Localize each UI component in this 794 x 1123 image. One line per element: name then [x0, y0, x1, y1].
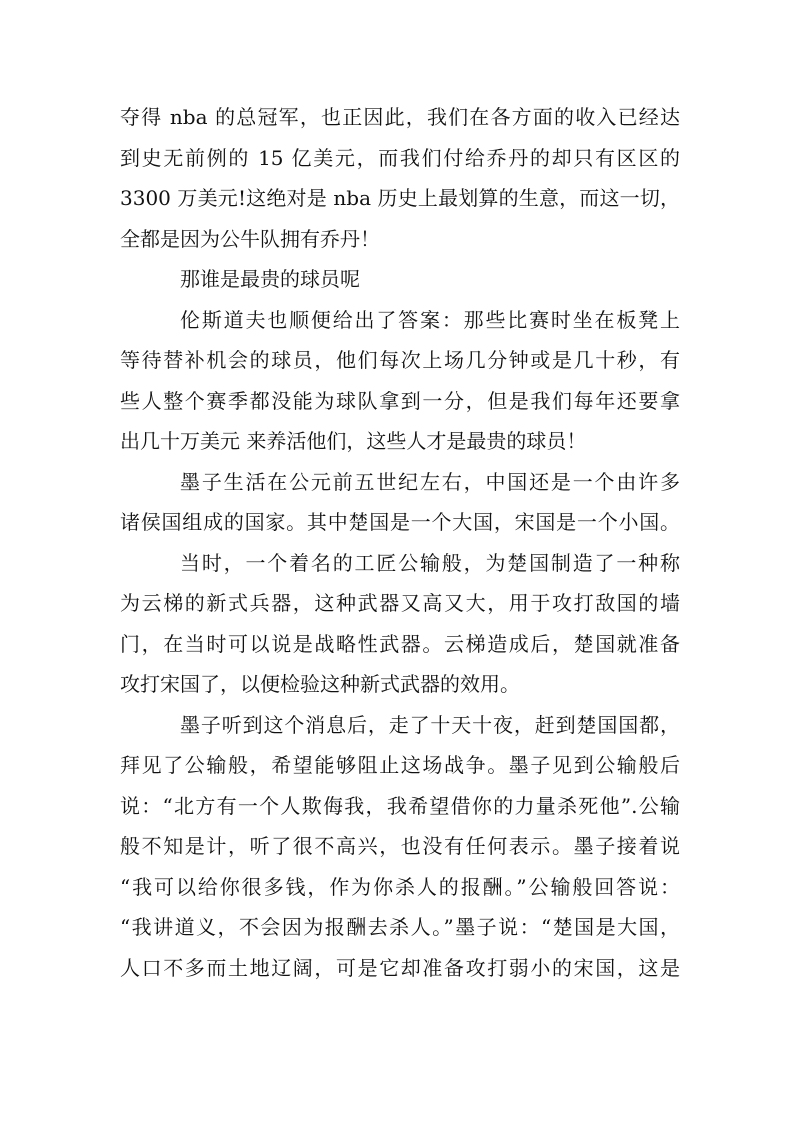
text-line: 拜见了公输般，希望能够阻止这场战争。墨子见到公输般后 [120, 753, 680, 777]
text-line: 伦斯道夫也顺便给出了答案：那些比赛时坐在板凳上 [180, 307, 680, 332]
text-line: 墨子听到这个消息后，走了十天十夜，赶到楚国国都， [180, 712, 680, 737]
text-line: 墨子生活在公元前五世纪左右，中国还是一个由许多 [180, 469, 680, 494]
text-line: 那谁是最贵的球员呢 [180, 267, 360, 291]
text-line: 夺得 nba 的总冠军，也正因此，我们在各方面的收入已经达 [120, 105, 680, 129]
text-line: 为云梯的新式兵器，这种武器又高又大，用于攻打敌国的墙 [120, 591, 680, 615]
text-line: 全都是因为公牛队拥有乔丹！ [120, 226, 380, 251]
text-line: 说：“北方有一个人欺侮我，我希望借你的力量杀死他”.公输 [120, 793, 680, 818]
text-line: 攻打宋国了，以便检验这种新式武器的效用。 [120, 672, 520, 696]
text-line: 等待替补机会的球员，他们每次上场几分钟或是几十秒，有 [120, 348, 680, 372]
text-line: “我可以给你很多钱，作为你杀人的报酬。”公输般回答说： [120, 874, 680, 899]
text-line: 门，在当时可以说是战略性武器。云梯造成后，楚国就准备 [120, 631, 680, 656]
document-body [120, 97, 680, 988]
text-line: 般不知是计，听了很不高兴，也没有任何表示。墨子接着说 [120, 834, 680, 858]
text-line: 当时，一个着名的工匠公输般，为楚国制造了一种称 [180, 550, 680, 575]
text-line: 到史无前例的 15 亿美元，而我们付给乔丹的却只有区区的 [120, 145, 680, 170]
text-line: 出几十万美元 来养活他们，这些人才是最贵的球员！ [120, 429, 587, 453]
text-line: 些人整个赛季都没能为球队拿到一分，但是我们每年还要拿 [120, 388, 680, 413]
text-line: 人口不多而土地辽阔，可是它却准备攻打弱小的宋国，这是 [120, 955, 680, 980]
text-line: “我讲道义，不会因为报酬去杀人。”墨子说：“楚国是大国， [120, 915, 680, 939]
text-line: 3300 万美元!这绝对是 nba 历史上最划算的生意，而这一切， [120, 186, 680, 210]
text-line: 诸侯国组成的国家。其中楚国是一个大国，宋国是一个小国。 [120, 510, 680, 534]
